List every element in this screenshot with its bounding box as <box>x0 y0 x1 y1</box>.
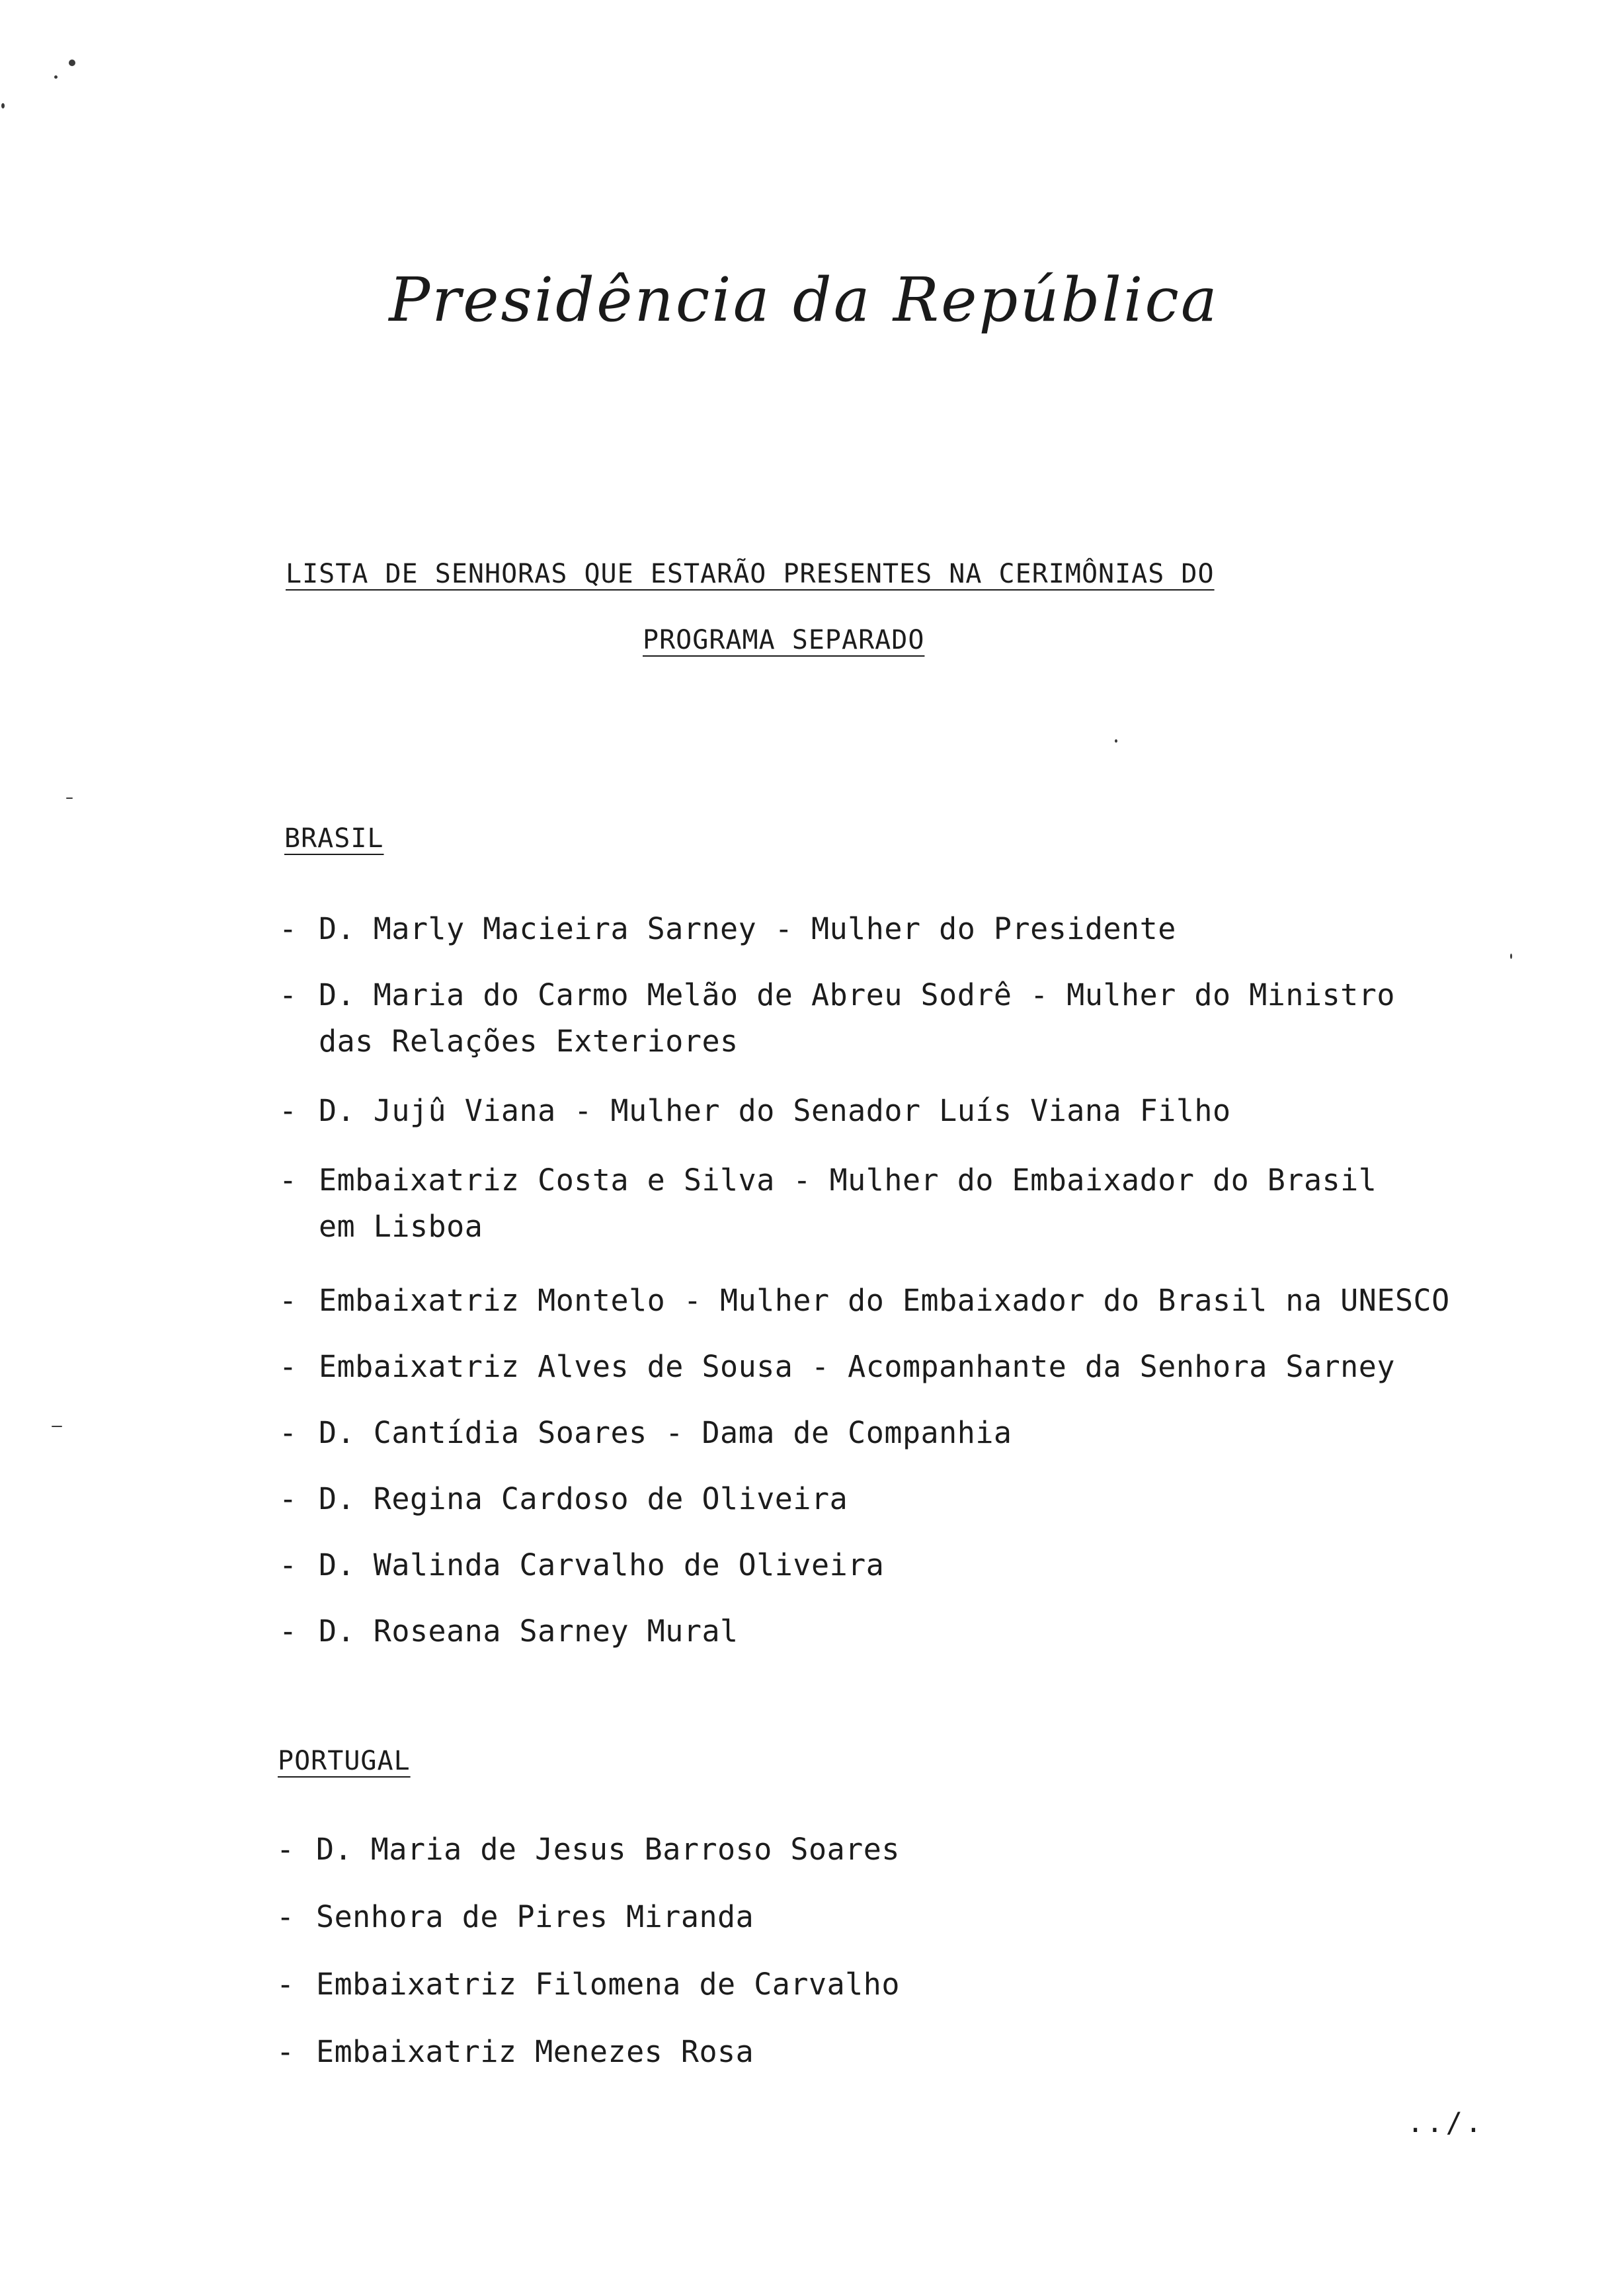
list-dash: - <box>279 977 298 1012</box>
list-item-text: D. Maria de Jesus Barroso Soares <box>316 1832 900 1867</box>
list-item <box>276 1961 900 2008</box>
list-item-text: D. Jujû Viana - Mulher do Senador Luís Viana Filho <box>319 1093 1231 1128</box>
list-item <box>279 1344 1395 1390</box>
list-item <box>279 1410 1012 1456</box>
list-item <box>279 1476 848 1522</box>
list-item-text: Embaixatriz Filomena de Carvalho <box>316 1967 900 2002</box>
scan-speck <box>69 60 75 66</box>
list-dash: - <box>279 1547 298 1582</box>
list-item-text: Senhora de Pires Miranda <box>316 1899 754 1934</box>
list-item-text: D. Roseana Sarney Mural <box>319 1614 739 1649</box>
section-heading-brasil: BRASIL <box>284 823 384 854</box>
document-title-line-2: PROGRAMA SEPARADO <box>643 625 925 655</box>
list-dash: - <box>276 2034 295 2069</box>
scan-speck <box>52 1426 62 1427</box>
list-item <box>279 972 1395 1065</box>
list-item <box>279 1157 1377 1250</box>
document-title-line-1: LISTA DE SENHORAS QUE ESTARÃO PRESENTES NA CERIMÔNIAS DO <box>286 559 1215 589</box>
list-dash: - <box>279 1283 298 1318</box>
list-dash: - <box>276 1832 295 1867</box>
list-item-text: D. Walinda Carvalho de Oliveira <box>319 1547 885 1582</box>
list-item <box>279 1608 739 1655</box>
list-item-text: D. Maria do Carmo Melão de Abreu Sodrê - Mulher do Ministro <box>319 977 1395 1012</box>
continuation-mark: ../. <box>1407 2106 1485 2139</box>
scan-speck <box>1115 739 1117 743</box>
list-item-text: Embaixatriz Costa e Silva - Mulher do Embaixador do Brasil <box>319 1163 1377 1198</box>
list-item <box>276 1894 754 1940</box>
list-item <box>279 1542 884 1588</box>
list-dash: - <box>279 1415 298 1450</box>
list-dash: - <box>276 1967 295 2002</box>
list-item <box>279 1088 1231 1134</box>
list-dash: - <box>279 1163 298 1198</box>
list-item-continuation: em Lisboa <box>319 1209 483 1244</box>
list-item <box>279 906 1176 952</box>
list-item <box>276 2029 754 2075</box>
list-dash: - <box>279 1093 298 1128</box>
list-item-text: Embaixatriz Montelo - Mulher do Embaixador do Brasil na UNESCO <box>319 1283 1450 1318</box>
list-dash: - <box>279 1349 298 1384</box>
section-heading-portugal: PORTUGAL <box>278 1746 411 1776</box>
list-item-text: Embaixatriz Menezes Rosa <box>316 2034 754 2069</box>
list-item-continuation: das Relações Exteriores <box>319 1024 739 1059</box>
list-dash: - <box>279 1481 298 1516</box>
list-dash: - <box>279 1614 298 1649</box>
letterhead: Presidência da República <box>389 265 1219 335</box>
list-item-text: D. Marly Macieira Sarney - Mulher do Presidente <box>319 911 1176 946</box>
scan-speck <box>1 103 5 108</box>
list-item <box>276 1826 900 1873</box>
list-dash: - <box>276 1899 295 1934</box>
list-item-text: D. Regina Cardoso de Oliveira <box>319 1481 848 1516</box>
scan-speck <box>66 798 73 799</box>
list-item <box>279 1278 1450 1324</box>
list-dash: - <box>279 911 298 946</box>
scan-speck <box>1510 954 1512 959</box>
list-item-text: D. Cantídia Soares - Dama de Companhia <box>319 1415 1012 1450</box>
list-item-text: Embaixatriz Alves de Sousa - Acompanhante da Senhora Sarney <box>319 1349 1395 1384</box>
scan-speck <box>54 75 58 79</box>
